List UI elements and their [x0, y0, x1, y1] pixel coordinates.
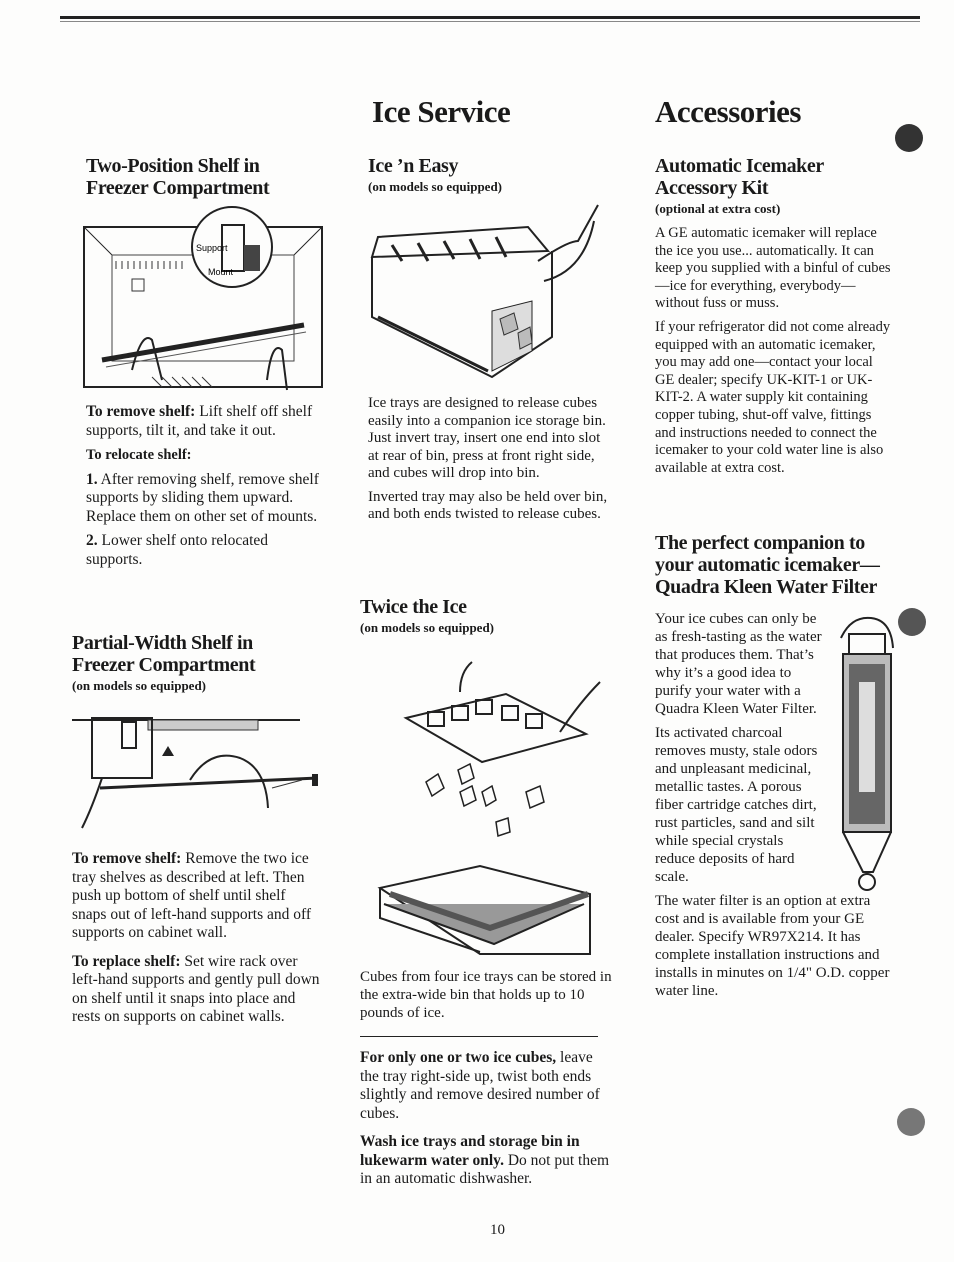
section-heading: Automatic Icemaker Accessory Kit	[655, 155, 824, 199]
icemaker-description: A GE automatic icemaker will replace the ice you use... automatically. It can keep you supplied with a binful of cubes—ice for everything, everybody—without fuss or muss.	[655, 225, 891, 312]
binder-hole-icon	[897, 1108, 925, 1136]
section-heading: Partial-Width Shelf in Freezer Compartment	[72, 632, 256, 676]
section-heading: The perfect companion to your automatic icemaker— Quadra Kleen Water Filter	[655, 532, 880, 598]
icemaker-kit-section	[655, 155, 895, 477]
section-heading: Twice the Ice	[360, 596, 467, 618]
extra-wide-bin-illustration	[360, 642, 612, 962]
column-left-lower	[72, 632, 320, 1033]
relocate-shelf-label: To relocate shelf:	[86, 447, 192, 463]
page-number: 10	[490, 1222, 505, 1238]
divider	[360, 1036, 598, 1037]
filter-availability: The water filter is an option at extra cost and is available from your GE dealer. Specify WR97X214. It has complete installation instructions and installs in minutes on 1/4" O.D. copper water line.	[655, 893, 890, 999]
top-rule	[60, 16, 920, 19]
column-middle-lower	[360, 596, 612, 1195]
one-or-two-cubes-instruction: For only one or two ice cubes, leave the tray right-side up, twist both ends slightly and remove desired number of cubes.	[360, 1049, 600, 1122]
section-heading: Two-Position Shelf in Freezer Compartment	[86, 155, 270, 199]
relocate-step-2: 2. Lower shelf onto relocated supports.	[86, 532, 269, 568]
column-right-lower	[655, 532, 895, 1006]
ice-n-easy-description: Ice trays are designed to release cubes easily into a companion ice storage bin. Just invert tray, insert one end into slot at rear of bin, press at front right side, and cubes will drop into bin.	[368, 395, 606, 481]
ice-n-easy-section	[368, 155, 612, 524]
fig-label-support: Support	[196, 243, 228, 253]
filter-intro: Your ice cubes can only be as fresh-tasting as the water that produces them. That’s why it’s a good idea to purify your water with a Quadra Kleen Water Filter.	[655, 611, 822, 717]
water-filter-section	[655, 532, 895, 1000]
column-right	[655, 155, 895, 483]
page-title-ice-service: Ice Service	[372, 94, 511, 129]
relocate-step-1: 1. After removing shelf, remove shelf supports by sliding them upward. Replace them on other set of mounts.	[86, 470, 319, 525]
column-middle	[368, 155, 612, 530]
filter-charcoal: Its activated charcoal removes musty, stale odors and unpleasant medicinal, metallic tastes. A porous fiber cartridge catches dirt, rust particles, sand and silt while special crystals reduce deposits of hard scale.	[655, 725, 818, 885]
wash-instruction: Wash ice trays and storage bin in lukewarm water only. Do not put them in an automatic dishwasher.	[360, 1133, 610, 1187]
section-subheading: (on models so equipped)	[368, 179, 502, 194]
ice-tray-bin-illustration	[368, 201, 612, 383]
column-left	[86, 155, 326, 575]
fig-label-mount: Mount	[208, 267, 234, 277]
remove-shelf-instruction: To remove shelf: Lift shelf off shelf supports, tilt it, and take it out.	[86, 403, 313, 439]
section-subheading: (on models so equipped)	[360, 620, 494, 635]
partial-replace-instruction: To replace shelf: Set wire rack over left-hand supports and gently pull down on shelf until it snaps into place and rests on supports on cabinet walls.	[72, 952, 320, 1025]
two-position-shelf-section	[86, 155, 326, 569]
water-filter-illustration	[835, 612, 897, 904]
freezer-shelf-illustration	[82, 205, 324, 395]
partial-shelf-illustration	[72, 708, 320, 832]
top-rule-thin	[60, 21, 920, 22]
twice-the-ice-section	[360, 596, 612, 1189]
twice-the-ice-description: Cubes from four ice trays can be stored in the extra-wide bin that holds up to 10 pounds of ice.	[360, 969, 612, 1021]
section-subheading: (on models so equipped)	[72, 678, 206, 693]
icemaker-add-on: If your refrigerator did not come already equipped with an automatic icemaker, you may add one—contact your local GE dealer; specify UK-KIT-1 or UK-KIT-2. A water supply kit containing copper tubing, shut-off valve, fittings and instructions needed to connect the icemaker to your cold water line is also available at extra cost.	[655, 318, 891, 476]
section-heading: Ice ’n Easy	[368, 155, 459, 177]
binder-hole-icon	[898, 608, 926, 636]
binder-hole-icon	[895, 124, 923, 152]
partial-remove-instruction: To remove shelf: Remove the two ice tray shelves as described at left. Then push up bottom of shelf until shelf snaps out of left-hand supports and off supports on cabinet wall.	[72, 850, 312, 941]
section-subheading: (optional at extra cost)	[655, 201, 781, 216]
partial-width-shelf-section	[72, 632, 320, 1027]
ice-n-easy-inverted: Inverted tray may also be held over bin, and both ends twisted to release cubes.	[368, 488, 608, 522]
page-title-accessories: Accessories	[655, 94, 801, 129]
